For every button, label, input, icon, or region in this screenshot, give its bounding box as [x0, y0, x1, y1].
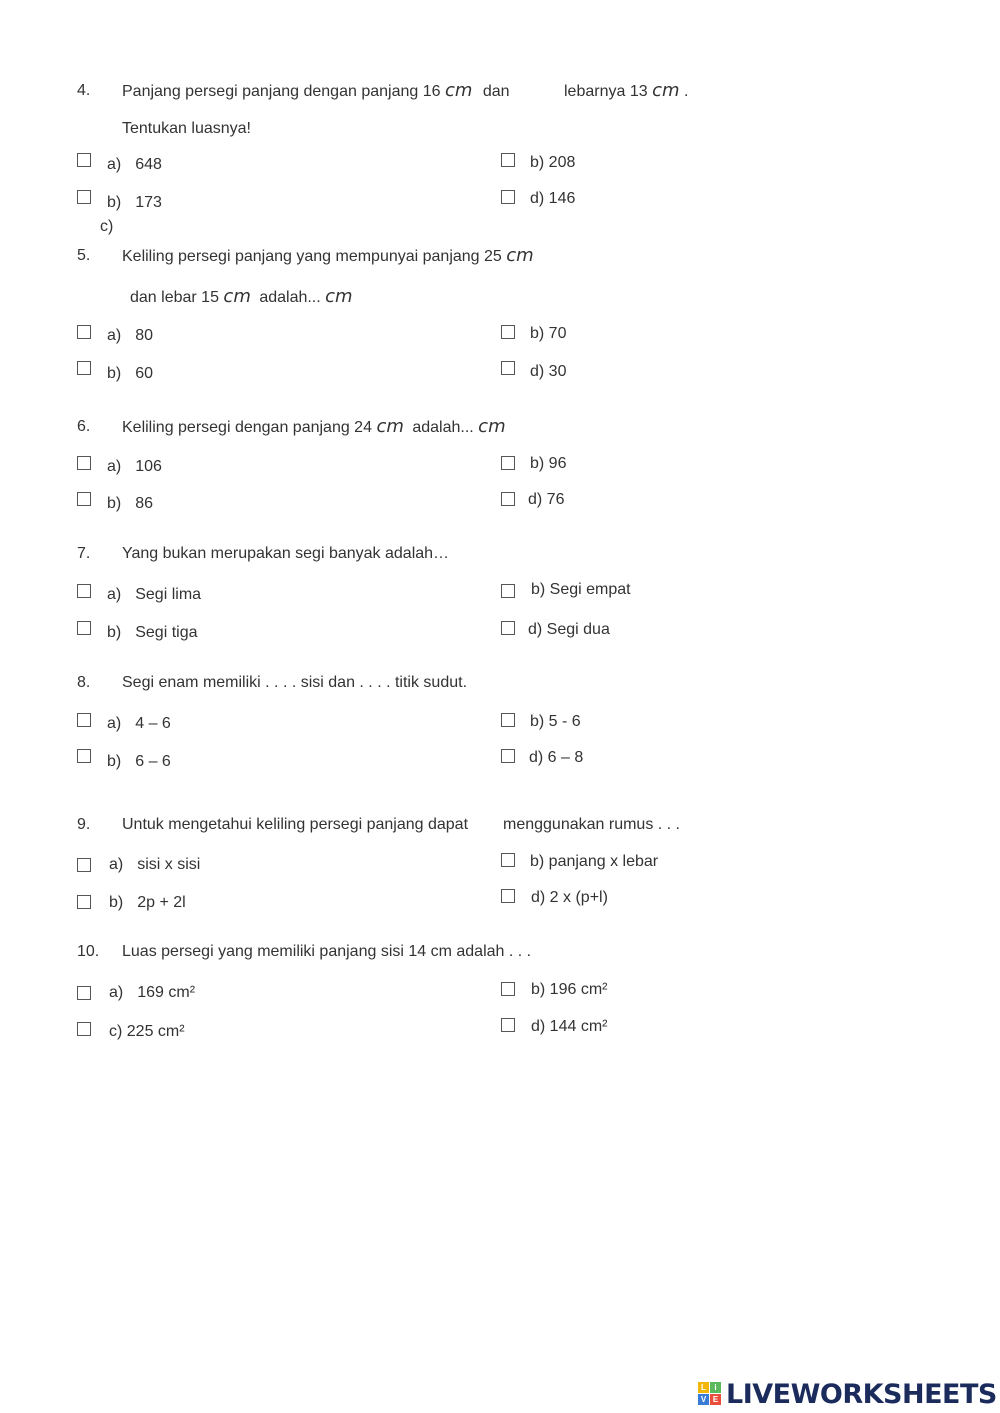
q4-text-width-part: lebarnya 13	[564, 83, 648, 100]
option-label: a)	[107, 586, 122, 603]
logo-mark-i: i	[710, 1382, 721, 1393]
q5-option-c[interactable]	[107, 364, 153, 384]
q9-option-c-checkbox[interactable]	[77, 895, 91, 909]
q4-option-d[interactable]: d) 146	[530, 190, 576, 207]
q4-extra-label: c)	[100, 218, 114, 235]
q5-unit-2: cm	[223, 286, 251, 307]
q4-text-and: dan	[482, 83, 510, 100]
option-label: a)	[107, 458, 122, 475]
q8-option-d[interactable]: d) 6 – 8	[529, 749, 584, 766]
q8-number: 8.	[77, 674, 91, 691]
q7-option-a-checkbox[interactable]	[77, 584, 91, 598]
q5-text-line2	[130, 287, 353, 308]
q5-unit: cm	[506, 245, 534, 266]
q4-option-b[interactable]: b) 208	[530, 154, 576, 171]
q10-text: Luas persegi yang memiliki panjang sisi 14 cm adalah . . .	[122, 943, 532, 960]
q4-number: 4.	[77, 82, 91, 99]
q9-text: Untuk mengetahui keliling persegi panjang dapat	[122, 816, 469, 833]
q6-text-part2: adalah...	[412, 419, 474, 436]
q10-number: 10.	[77, 943, 100, 960]
q7-option-c[interactable]	[107, 623, 198, 643]
option-value: 86	[135, 495, 154, 512]
q6-option-a[interactable]	[107, 457, 162, 477]
q7-option-d-checkbox[interactable]	[501, 621, 515, 635]
option-label: a)	[107, 715, 122, 732]
q9-option-d[interactable]: d) 2 x (p+l)	[531, 889, 608, 906]
option-value: 648	[135, 156, 162, 173]
q5-text-part3: adalah...	[259, 289, 321, 306]
q5-option-a-checkbox[interactable]	[77, 325, 91, 339]
q7-option-a[interactable]	[107, 585, 201, 605]
q8-option-b-checkbox[interactable]	[501, 713, 515, 727]
q8-option-c[interactable]	[107, 752, 171, 772]
q6-option-d-checkbox[interactable]	[501, 492, 515, 506]
option-label: a)	[109, 984, 124, 1001]
option-label: a)	[107, 156, 122, 173]
q9-option-a-checkbox[interactable]	[77, 858, 91, 872]
q5-text	[122, 246, 534, 267]
option-label: a)	[109, 856, 124, 873]
q9-option-b-checkbox[interactable]	[501, 853, 515, 867]
q6-option-b-checkbox[interactable]	[501, 456, 515, 470]
q7-option-c-checkbox[interactable]	[77, 621, 91, 635]
q9-number: 9.	[77, 816, 91, 833]
q6-option-c-checkbox[interactable]	[77, 492, 91, 506]
logo-mark-l: L	[698, 1382, 709, 1393]
q9-option-a[interactable]	[109, 855, 200, 875]
q7-option-b-checkbox[interactable]	[501, 584, 515, 598]
option-label: b)	[107, 365, 122, 382]
q6-option-c[interactable]	[107, 494, 153, 514]
q6-option-a-checkbox[interactable]	[77, 456, 91, 470]
option-label: b)	[107, 495, 122, 512]
q5-option-b-checkbox[interactable]	[501, 325, 515, 339]
option-value: 4 – 6	[135, 715, 171, 732]
q10-option-a-checkbox[interactable]	[77, 986, 91, 1000]
q4-option-a-checkbox[interactable]	[77, 153, 91, 167]
q6-unit: cm	[376, 416, 404, 437]
q6-unit-2: cm	[478, 416, 506, 437]
liveworksheets-logo	[698, 1377, 997, 1411]
option-label: b)	[107, 753, 122, 770]
q4-option-b-checkbox[interactable]	[501, 153, 515, 167]
option-value: 169 cm²	[137, 984, 196, 1001]
q6-option-d[interactable]: d) 76	[528, 491, 565, 508]
q10-option-c-checkbox[interactable]	[77, 1022, 91, 1036]
q10-option-a[interactable]	[109, 983, 195, 1003]
q4-text-width	[564, 81, 688, 102]
option-value: Segi lima	[135, 586, 202, 603]
q4-unit-2: cm	[652, 80, 680, 101]
q8-option-b[interactable]: b) 5 - 6	[530, 713, 581, 730]
option-label: b)	[109, 894, 124, 911]
option-value: 6 – 6	[135, 753, 171, 770]
q4-text	[122, 81, 510, 102]
q7-number: 7.	[77, 545, 91, 562]
q8-option-c-checkbox[interactable]	[77, 749, 91, 763]
q5-text-part2: dan lebar 15	[130, 289, 219, 306]
q6-number: 6.	[77, 418, 91, 435]
liveworksheets-mark-icon	[698, 1382, 722, 1406]
q4-option-a[interactable]	[107, 155, 162, 175]
q4-text-period: .	[683, 83, 689, 100]
q4-option-c-checkbox[interactable]	[77, 190, 91, 204]
q6-option-b[interactable]: b) 96	[530, 455, 567, 472]
q9-option-d-checkbox[interactable]	[501, 889, 515, 903]
q9-option-c[interactable]	[109, 893, 186, 913]
q8-option-d-checkbox[interactable]	[501, 749, 515, 763]
q8-text: Segi enam memiliki . . . . sisi dan . . . . titik sudut.	[122, 674, 468, 691]
q8-option-a[interactable]	[107, 714, 171, 734]
option-value: sisi x sisi	[137, 856, 201, 873]
q10-option-b-checkbox[interactable]	[501, 982, 515, 996]
option-value: 106	[135, 458, 162, 475]
q7-text: Yang bukan merupakan segi banyak adalah…	[122, 545, 450, 562]
q4-text-part: Panjang persegi panjang dengan panjang 16	[122, 83, 441, 100]
q4-text-line2: Tentukan luasnya!	[122, 120, 251, 137]
q5-option-c-checkbox[interactable]	[77, 361, 91, 375]
q5-option-b[interactable]: b) 70	[530, 325, 567, 342]
option-value: 60	[135, 365, 154, 382]
option-value: 173	[135, 194, 162, 211]
q5-option-d[interactable]: d) 30	[530, 363, 567, 380]
q7-option-b[interactable]: b) Segi empat	[531, 581, 631, 598]
logo-mark-e: E	[710, 1394, 721, 1405]
q4-unit: cm	[444, 80, 473, 101]
option-label: b)	[107, 624, 122, 641]
logo-mark-v: V	[698, 1394, 709, 1405]
q4-option-c[interactable]	[107, 193, 162, 213]
q6-text-part: Keliling persegi dengan panjang 24	[122, 419, 372, 436]
q4-option-d-checkbox[interactable]	[501, 190, 515, 204]
q9-option-b[interactable]: b) panjang x lebar	[530, 853, 659, 870]
q5-option-d-checkbox[interactable]	[501, 361, 515, 375]
option-label: a)	[107, 327, 122, 344]
q10-option-d[interactable]: d) 144 cm²	[531, 1018, 608, 1035]
q5-text-part: Keliling persegi panjang yang mempunyai panjang 25	[122, 248, 502, 265]
q10-option-c[interactable]: c) 225 cm²	[109, 1023, 185, 1040]
option-value: 2p + 2l	[137, 894, 186, 911]
option-value: 80	[135, 327, 154, 344]
q9-text-part2: menggunakan rumus . . .	[503, 816, 680, 833]
liveworksheets-wordmark: LIVEWORKSHEETS	[726, 1378, 997, 1410]
q10-option-d-checkbox[interactable]	[501, 1018, 515, 1032]
option-label: b)	[107, 194, 122, 211]
q7-option-d[interactable]: d) Segi dua	[528, 621, 610, 638]
q8-option-a-checkbox[interactable]	[77, 713, 91, 727]
q5-option-a[interactable]	[107, 326, 153, 346]
q5-unit-3: cm	[325, 286, 353, 307]
q5-number: 5.	[77, 247, 91, 264]
q10-option-b[interactable]: b) 196 cm²	[531, 981, 608, 998]
q6-text	[122, 417, 506, 438]
option-value: Segi tiga	[135, 624, 198, 641]
